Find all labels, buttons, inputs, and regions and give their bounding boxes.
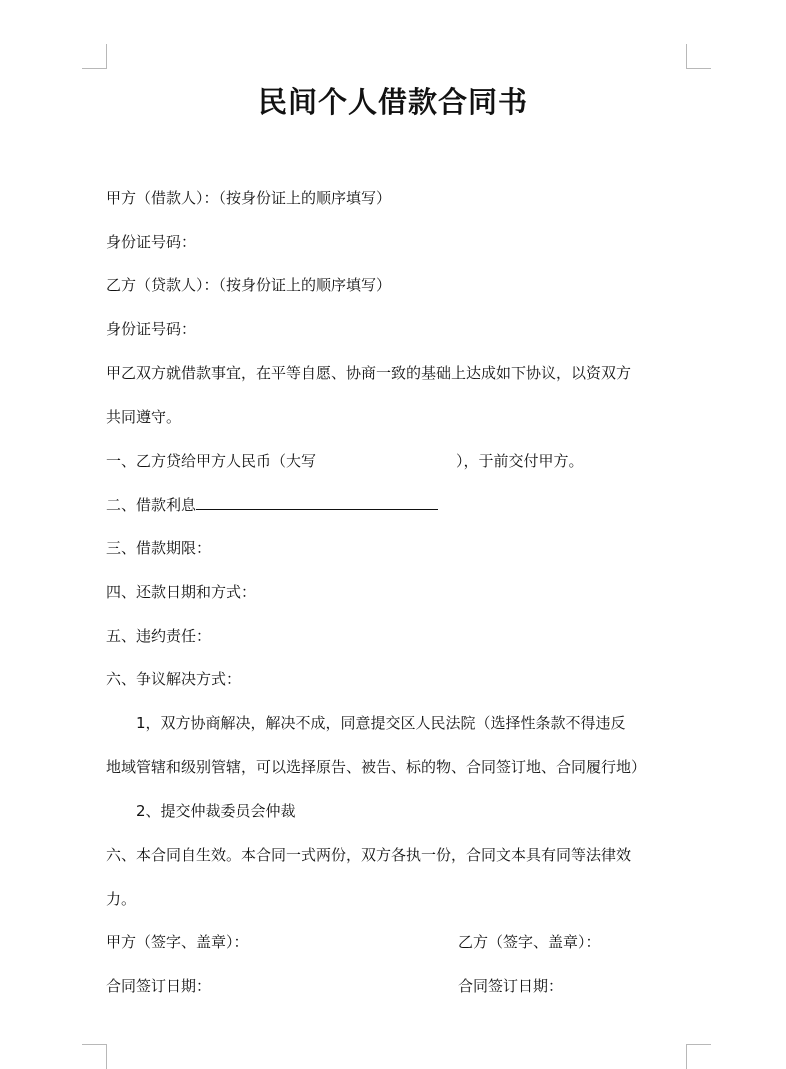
party-b-line: 乙方（贷款人）：（按身份证上的顺序填写） (106, 276, 392, 294)
clause-2-label: 二、借款利息 (106, 496, 197, 514)
crop-mark-bottom-left (82, 1044, 107, 1069)
clause-1 (106, 450, 584, 472)
clause-1-end: ），于前交付甲方。 (456, 452, 584, 470)
intro-line-1: 甲乙双方就借款事宜，在平等自愿、协商一致的基础上达成如下协议，以资双方 (106, 364, 632, 382)
clause-2 (106, 494, 438, 516)
party-a-id-line: 身份证号码： (106, 233, 197, 251)
clause-1-start: 一、乙方贷给甲方人民币（大写 (106, 452, 317, 470)
clause-6-1-line-2: 地域管辖和级别管辖，可以选择原告、被告、标的物、合同签订地、合同履行地） (106, 758, 647, 776)
signature-party-b: 乙方（签字、盖章）： (458, 933, 601, 951)
interest-blank (196, 494, 438, 510)
clause-6: 六、争议解决方式： (106, 670, 242, 688)
clause-4: 四、还款日期和方式： (106, 583, 257, 601)
document-title: 民间个人借款合同书 (257, 85, 528, 119)
party-b-id-line: 身份证号码： (106, 320, 197, 338)
crop-mark-top-left (82, 44, 107, 69)
party-a-line: 甲方（借款人）：（按身份证上的顺序填写） (106, 189, 392, 207)
clause-5: 五、违约责任： (106, 627, 212, 645)
sign-date-party-a: 合同签订日期： (106, 977, 212, 995)
intro-line-2: 共同遵守。 (106, 408, 182, 426)
clause-6-1-line-1: 1，双方协商解决，解决不成，同意提交区人民法院（选择性条款不得违反 (136, 714, 626, 732)
clause-6-2: 2、提交仲裁委员会仲裁 (136, 802, 296, 820)
crop-mark-top-right (686, 44, 711, 69)
sign-date-party-b: 合同签订日期： (458, 977, 564, 995)
crop-mark-bottom-right (686, 1044, 711, 1069)
clause-7-line-1: 六、本合同自生效。本合同一式两份，双方各执一份，合同文本具有同等法律效 (106, 846, 632, 864)
clause-7-line-2: 力。 (106, 890, 137, 908)
signature-party-a: 甲方（签字、盖章）： (106, 933, 249, 951)
clause-3: 三、借款期限： (106, 539, 212, 557)
